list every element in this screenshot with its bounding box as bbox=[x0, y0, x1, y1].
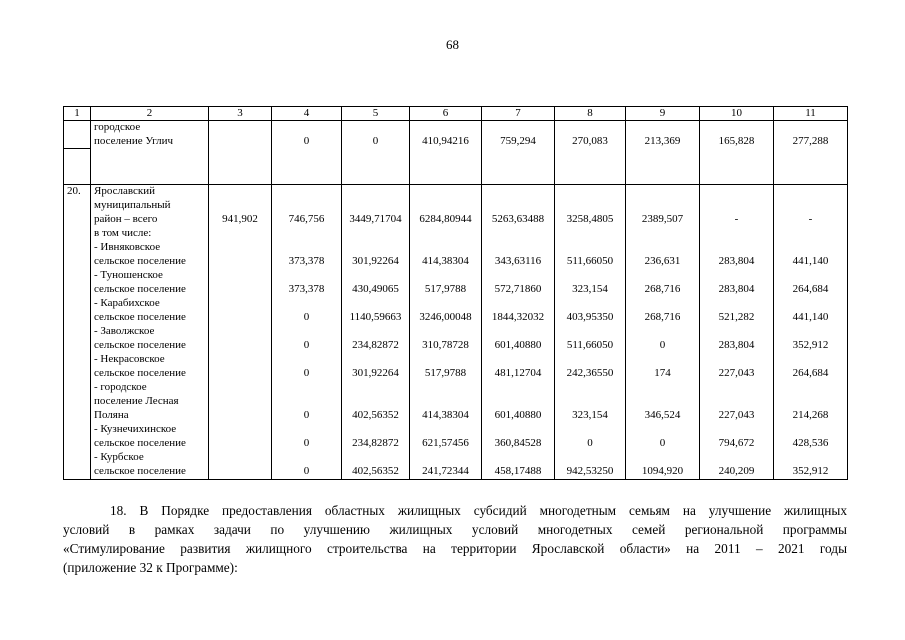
row-label: - городское bbox=[91, 381, 209, 395]
table-cell bbox=[555, 395, 626, 409]
row-label: - Карабихское bbox=[91, 297, 209, 311]
table-cell bbox=[555, 423, 626, 437]
table-row bbox=[64, 283, 848, 297]
value-cell: 601,40880 bbox=[482, 409, 555, 423]
table-cell bbox=[209, 451, 272, 465]
table-cell bbox=[555, 269, 626, 283]
row-label: - Некрасовское bbox=[91, 353, 209, 367]
table-row bbox=[64, 437, 848, 451]
column-number: 2 bbox=[91, 107, 209, 121]
table-cell bbox=[482, 241, 555, 255]
table-cell bbox=[774, 269, 848, 283]
table-cell bbox=[700, 149, 774, 185]
value-cell: 227,043 bbox=[700, 367, 774, 381]
value-cell: 213,369 bbox=[626, 135, 700, 149]
paragraph-line: условий в рамках задачи по улучшению жилищных условий многодетных семей региональной программы bbox=[63, 522, 847, 537]
column-number: 1 bbox=[64, 107, 91, 121]
value-cell: 403,95350 bbox=[555, 311, 626, 325]
value-cell: 310,78728 bbox=[410, 339, 482, 353]
table-row bbox=[64, 269, 848, 283]
table-cell bbox=[410, 199, 482, 213]
table-cell bbox=[209, 227, 272, 241]
table-cell bbox=[555, 121, 626, 135]
value-cell: 240,209 bbox=[700, 465, 774, 479]
table-cell bbox=[555, 199, 626, 213]
table-row bbox=[64, 121, 848, 135]
page-number: 68 bbox=[446, 37, 459, 52]
value-cell: 214,268 bbox=[774, 409, 848, 423]
row-label: сельское поселение bbox=[91, 437, 209, 451]
value-cell: 942,53250 bbox=[555, 465, 626, 479]
table-cell bbox=[482, 199, 555, 213]
table-cell bbox=[209, 121, 272, 135]
paragraph-18 bbox=[63, 501, 847, 577]
table-cell bbox=[410, 297, 482, 311]
table-cell bbox=[209, 199, 272, 213]
table-row bbox=[64, 227, 848, 241]
table-cell bbox=[272, 451, 342, 465]
table-row bbox=[64, 465, 848, 479]
value-cell: 241,72344 bbox=[410, 465, 482, 479]
value-cell: - bbox=[700, 213, 774, 227]
table-row bbox=[64, 185, 848, 199]
row-number: 20. bbox=[64, 185, 91, 480]
row-label: сельское поселение bbox=[91, 367, 209, 381]
value-cell: 268,716 bbox=[626, 311, 700, 325]
table-cell bbox=[272, 121, 342, 135]
row-label: - Ивняковское bbox=[91, 241, 209, 255]
value-cell: 3258,4805 bbox=[555, 213, 626, 227]
value-cell: 414,38304 bbox=[410, 409, 482, 423]
table-cell bbox=[626, 395, 700, 409]
table-cell bbox=[626, 353, 700, 367]
value-cell: 601,40880 bbox=[482, 339, 555, 353]
table-cell bbox=[410, 325, 482, 339]
spacer-row bbox=[64, 149, 848, 185]
table-cell bbox=[482, 227, 555, 241]
table-cell bbox=[342, 423, 410, 437]
value-cell: 264,684 bbox=[774, 283, 848, 297]
table-cell bbox=[342, 451, 410, 465]
table-cell bbox=[342, 241, 410, 255]
table-cell bbox=[774, 121, 848, 135]
value-cell: 234,82872 bbox=[342, 437, 410, 451]
table-cell bbox=[272, 297, 342, 311]
value-cell: 521,282 bbox=[700, 311, 774, 325]
table-cell bbox=[774, 199, 848, 213]
table-cell bbox=[209, 297, 272, 311]
value-cell: 227,043 bbox=[700, 409, 774, 423]
value-cell: 0 bbox=[272, 135, 342, 149]
value-cell bbox=[209, 135, 272, 149]
value-cell: 174 bbox=[626, 367, 700, 381]
table-cell bbox=[700, 269, 774, 283]
table-cell bbox=[774, 451, 848, 465]
table-cell bbox=[272, 241, 342, 255]
value-cell bbox=[209, 283, 272, 297]
column-number: 10 bbox=[700, 107, 774, 121]
value-cell: 621,57456 bbox=[410, 437, 482, 451]
table-row bbox=[64, 451, 848, 465]
table-cell bbox=[700, 121, 774, 135]
table-cell bbox=[272, 325, 342, 339]
row-label: в том числе: bbox=[91, 227, 209, 241]
row-label: - Курбское bbox=[91, 451, 209, 465]
value-cell: 352,912 bbox=[774, 465, 848, 479]
table-cell bbox=[774, 353, 848, 367]
table-row bbox=[64, 423, 848, 437]
value-cell bbox=[209, 409, 272, 423]
table-cell bbox=[482, 423, 555, 437]
table-header-row bbox=[64, 107, 848, 121]
value-cell: 6284,80944 bbox=[410, 213, 482, 227]
value-cell: 2389,507 bbox=[626, 213, 700, 227]
table-cell bbox=[482, 297, 555, 311]
table-cell bbox=[700, 241, 774, 255]
table-cell bbox=[272, 381, 342, 395]
column-number: 4 bbox=[272, 107, 342, 121]
value-cell: 572,71860 bbox=[482, 283, 555, 297]
value-cell: 323,154 bbox=[555, 409, 626, 423]
value-cell: 794,672 bbox=[700, 437, 774, 451]
table-row bbox=[64, 395, 848, 409]
table-cell bbox=[209, 395, 272, 409]
value-cell: 481,12704 bbox=[482, 367, 555, 381]
table-cell bbox=[774, 227, 848, 241]
value-cell: 414,38304 bbox=[410, 255, 482, 269]
table-cell bbox=[700, 353, 774, 367]
value-cell: 0 bbox=[555, 437, 626, 451]
table-cell bbox=[482, 269, 555, 283]
table-cell bbox=[272, 185, 342, 199]
row-label: сельское поселение bbox=[91, 255, 209, 269]
value-cell: 511,66050 bbox=[555, 255, 626, 269]
value-cell: 264,684 bbox=[774, 367, 848, 381]
value-cell: 402,56352 bbox=[342, 465, 410, 479]
table-cell bbox=[272, 353, 342, 367]
value-cell: 234,82872 bbox=[342, 339, 410, 353]
value-cell: 343,63116 bbox=[482, 255, 555, 269]
value-cell bbox=[209, 339, 272, 353]
table-cell bbox=[410, 227, 482, 241]
value-cell bbox=[209, 311, 272, 325]
table-cell bbox=[626, 451, 700, 465]
table-cell bbox=[555, 325, 626, 339]
table-row bbox=[64, 213, 848, 227]
table-row bbox=[64, 409, 848, 423]
table-cell bbox=[626, 121, 700, 135]
table-cell bbox=[626, 185, 700, 199]
table-row bbox=[64, 325, 848, 339]
table-row bbox=[64, 255, 848, 269]
table-cell bbox=[774, 185, 848, 199]
value-cell: 373,378 bbox=[272, 255, 342, 269]
table-cell bbox=[482, 395, 555, 409]
value-cell: 323,154 bbox=[555, 283, 626, 297]
row-label: сельское поселение bbox=[91, 311, 209, 325]
table-cell bbox=[700, 297, 774, 311]
value-cell: 301,92264 bbox=[342, 367, 410, 381]
table-cell bbox=[700, 199, 774, 213]
value-cell: 5263,63488 bbox=[482, 213, 555, 227]
value-cell: 283,804 bbox=[700, 339, 774, 353]
table-cell bbox=[482, 325, 555, 339]
table-cell bbox=[482, 381, 555, 395]
value-cell: 360,84528 bbox=[482, 437, 555, 451]
value-cell: 352,912 bbox=[774, 339, 848, 353]
table-row bbox=[64, 135, 848, 149]
value-cell bbox=[209, 367, 272, 381]
table-cell bbox=[342, 227, 410, 241]
value-cell: 410,94216 bbox=[410, 135, 482, 149]
table-cell bbox=[626, 199, 700, 213]
value-cell: 0 bbox=[272, 465, 342, 479]
table-cell bbox=[410, 241, 482, 255]
table-cell bbox=[410, 423, 482, 437]
table-cell bbox=[272, 227, 342, 241]
value-cell: 301,92264 bbox=[342, 255, 410, 269]
row-label: поселение Углич bbox=[91, 135, 209, 149]
value-cell: 517,9788 bbox=[410, 283, 482, 297]
value-cell: 0 bbox=[272, 339, 342, 353]
value-cell: 441,140 bbox=[774, 311, 848, 325]
table-cell bbox=[410, 381, 482, 395]
table-cell bbox=[555, 149, 626, 185]
value-cell: 277,288 bbox=[774, 135, 848, 149]
value-cell: 0 bbox=[626, 339, 700, 353]
value-cell: 511,66050 bbox=[555, 339, 626, 353]
table-cell bbox=[482, 353, 555, 367]
table-cell bbox=[209, 185, 272, 199]
table-cell bbox=[626, 297, 700, 311]
table-cell bbox=[774, 381, 848, 395]
table-cell bbox=[342, 297, 410, 311]
table-cell bbox=[482, 121, 555, 135]
value-cell: 0 bbox=[626, 437, 700, 451]
paragraph-line: (приложение 32 к Программе): bbox=[63, 560, 238, 575]
column-number: 8 bbox=[555, 107, 626, 121]
table-cell bbox=[626, 423, 700, 437]
table-cell bbox=[626, 227, 700, 241]
paragraph-line: 18. В Порядке предоставления областных жилищных субсидий многодетным семьям на улучшение жилищных bbox=[110, 503, 847, 518]
table-cell bbox=[410, 149, 482, 185]
value-cell: 283,804 bbox=[700, 255, 774, 269]
table-cell bbox=[342, 381, 410, 395]
column-number: 11 bbox=[774, 107, 848, 121]
table-cell bbox=[209, 423, 272, 437]
table-cell bbox=[700, 227, 774, 241]
value-cell: 458,17488 bbox=[482, 465, 555, 479]
table-row bbox=[64, 339, 848, 353]
table-cell bbox=[209, 241, 272, 255]
value-cell: 0 bbox=[342, 135, 410, 149]
table-row bbox=[64, 353, 848, 367]
table-cell bbox=[342, 121, 410, 135]
row-number bbox=[64, 121, 91, 149]
column-number: 7 bbox=[482, 107, 555, 121]
table-cell bbox=[774, 423, 848, 437]
table-cell bbox=[555, 451, 626, 465]
value-cell: 165,828 bbox=[700, 135, 774, 149]
value-cell: 0 bbox=[272, 311, 342, 325]
table-row bbox=[64, 367, 848, 381]
row-label: поселение Лесная bbox=[91, 395, 209, 409]
value-cell: 1844,32032 bbox=[482, 311, 555, 325]
table-cell bbox=[342, 185, 410, 199]
value-cell: 268,716 bbox=[626, 283, 700, 297]
table-cell bbox=[410, 451, 482, 465]
row-label: район – всего bbox=[91, 213, 209, 227]
table-cell bbox=[342, 149, 410, 185]
table-cell bbox=[342, 353, 410, 367]
table-cell bbox=[272, 395, 342, 409]
value-cell: 1140,59663 bbox=[342, 311, 410, 325]
value-cell: 402,56352 bbox=[342, 409, 410, 423]
row-label: Ярославский bbox=[91, 185, 209, 199]
row-label: сельское поселение bbox=[91, 339, 209, 353]
table-cell bbox=[482, 185, 555, 199]
value-cell bbox=[209, 437, 272, 451]
table-cell bbox=[410, 395, 482, 409]
table-row bbox=[64, 199, 848, 213]
column-number: 6 bbox=[410, 107, 482, 121]
row-label: муниципальный bbox=[91, 199, 209, 213]
table-row bbox=[64, 241, 848, 255]
value-cell: 430,49065 bbox=[342, 283, 410, 297]
value-cell: 242,36550 bbox=[555, 367, 626, 381]
table-cell bbox=[410, 121, 482, 135]
value-cell: 1094,920 bbox=[626, 465, 700, 479]
table-cell bbox=[410, 185, 482, 199]
value-cell: 0 bbox=[272, 409, 342, 423]
table-cell bbox=[342, 199, 410, 213]
table-row bbox=[64, 297, 848, 311]
table-cell bbox=[555, 381, 626, 395]
table-cell bbox=[209, 269, 272, 283]
table-cell bbox=[209, 353, 272, 367]
table-cell bbox=[774, 149, 848, 185]
table-cell bbox=[555, 353, 626, 367]
table-cell bbox=[272, 269, 342, 283]
data-table bbox=[63, 106, 848, 480]
table-cell bbox=[342, 325, 410, 339]
value-cell: 3449,71704 bbox=[342, 213, 410, 227]
row-label: - Кузнечихинское bbox=[91, 423, 209, 437]
table-cell bbox=[626, 241, 700, 255]
value-cell: 0 bbox=[272, 437, 342, 451]
table-cell bbox=[209, 325, 272, 339]
value-cell: 3246,00048 bbox=[410, 311, 482, 325]
value-cell: 346,524 bbox=[626, 409, 700, 423]
row-label: сельское поселение bbox=[91, 465, 209, 479]
table-cell bbox=[272, 199, 342, 213]
table-cell bbox=[482, 149, 555, 185]
value-cell: 373,378 bbox=[272, 283, 342, 297]
table-cell bbox=[700, 381, 774, 395]
value-cell: 941,902 bbox=[209, 213, 272, 227]
table-cell bbox=[626, 149, 700, 185]
column-number: 9 bbox=[626, 107, 700, 121]
table-cell bbox=[272, 149, 342, 185]
paragraph-line: «Стимулирование развития жилищного строительства на территории Ярославской области» на 2011 – 2021 годы bbox=[63, 541, 847, 556]
value-cell: 236,631 bbox=[626, 255, 700, 269]
table-cell bbox=[700, 451, 774, 465]
value-cell: 270,083 bbox=[555, 135, 626, 149]
row-label: сельское поселение bbox=[91, 283, 209, 297]
table-cell bbox=[91, 149, 209, 185]
value-cell: 746,756 bbox=[272, 213, 342, 227]
table-cell bbox=[774, 395, 848, 409]
table-cell bbox=[555, 185, 626, 199]
table-row bbox=[64, 381, 848, 395]
table-cell bbox=[626, 381, 700, 395]
value-cell: 759,294 bbox=[482, 135, 555, 149]
table-cell bbox=[555, 241, 626, 255]
table-cell bbox=[64, 149, 91, 185]
table-cell bbox=[555, 227, 626, 241]
table-cell bbox=[700, 185, 774, 199]
column-number: 3 bbox=[209, 107, 272, 121]
row-label: - Заволжское bbox=[91, 325, 209, 339]
table-cell bbox=[774, 241, 848, 255]
table-cell bbox=[555, 297, 626, 311]
table-cell bbox=[700, 423, 774, 437]
table-cell bbox=[774, 297, 848, 311]
row-label: городское bbox=[91, 121, 209, 135]
column-number: 5 bbox=[342, 107, 410, 121]
table-cell bbox=[342, 269, 410, 283]
table-row bbox=[64, 311, 848, 325]
table-cell bbox=[700, 395, 774, 409]
table-cell bbox=[272, 423, 342, 437]
table-cell bbox=[700, 325, 774, 339]
row-label: Поляна bbox=[91, 409, 209, 423]
value-cell bbox=[209, 255, 272, 269]
table-cell bbox=[482, 451, 555, 465]
value-cell: 517,9788 bbox=[410, 367, 482, 381]
table-cell bbox=[626, 269, 700, 283]
value-cell bbox=[209, 465, 272, 479]
table-cell bbox=[209, 149, 272, 185]
table-cell bbox=[410, 353, 482, 367]
value-cell: 428,536 bbox=[774, 437, 848, 451]
value-cell: 441,140 bbox=[774, 255, 848, 269]
table-cell bbox=[626, 325, 700, 339]
table-cell bbox=[410, 269, 482, 283]
value-cell: 0 bbox=[272, 367, 342, 381]
value-cell: - bbox=[774, 213, 848, 227]
value-cell: 283,804 bbox=[700, 283, 774, 297]
table-cell bbox=[774, 325, 848, 339]
row-label: - Туношенское bbox=[91, 269, 209, 283]
table-cell bbox=[342, 395, 410, 409]
table-cell bbox=[209, 381, 272, 395]
